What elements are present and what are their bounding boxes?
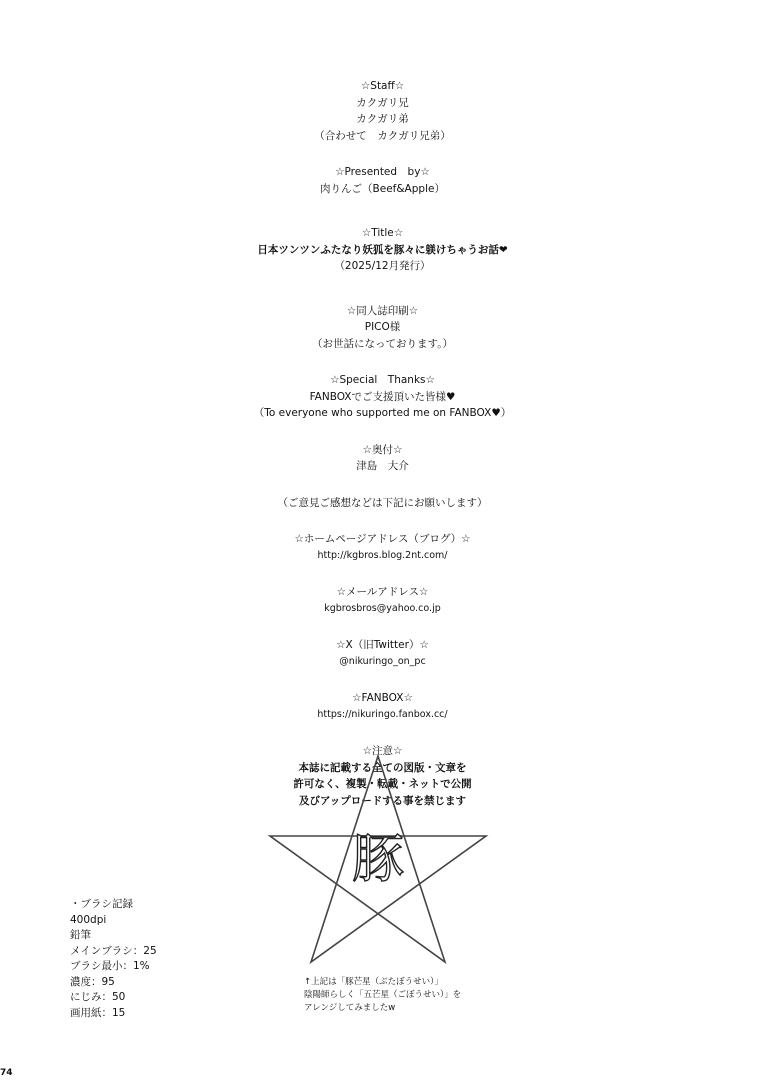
email-address: kgbrosbros@yahoo.co.jp <box>324 602 441 614</box>
brush-title: ・ブラシ記録 <box>70 898 133 910</box>
x-block <box>0 637 765 670</box>
presented-heading: ☆Presented by☆ <box>335 166 430 178</box>
notice-heading: ☆注意☆ <box>362 745 403 757</box>
notice-line: 本誌に記載する全ての図版・文章を <box>298 761 467 774</box>
fanbox-url: https://nikuringo.fanbox.cc/ <box>317 708 448 720</box>
notice-line: 許可なく、複製・転載・ネットで公開 <box>293 778 472 790</box>
brush-line: にじみ：50 <box>70 991 126 1003</box>
feedback-text: （ご意見ご感想などは下記にお願いします） <box>277 496 488 509</box>
presented-block <box>0 164 765 197</box>
homepage-heading: ☆ホームページアドレス（ブログ）☆ <box>294 533 471 545</box>
notice-line: 及びアップロードする事を禁じます <box>299 794 466 807</box>
staff-line: カクガリ弟 <box>356 113 409 125</box>
homepage-url: http://kgbros.blog.2nt.com/ <box>317 549 448 561</box>
brush-line: ブラシ最小：1% <box>70 960 150 972</box>
homepage-block <box>0 531 765 564</box>
book-title: 日本ツンツンふたなり妖狐を豚々に躾けちゃうお話❤ <box>257 243 508 256</box>
circle-name: 肉りんご（Beef&Apple） <box>320 182 445 195</box>
publish-date: （2025/12月発行） <box>334 260 431 272</box>
emblem-note <box>304 976 461 1015</box>
title-heading: ☆Title☆ <box>361 227 404 239</box>
staff-line: （合わせて カクガリ兄弟） <box>314 129 451 142</box>
printing-block <box>0 303 765 353</box>
colophon-heading: ☆奥付☆ <box>362 443 403 456</box>
thanks-block <box>0 372 765 422</box>
note-line: 陰陽師らしく「五芒星（ごぼうせい）」を <box>304 990 462 1000</box>
fanbox-heading: ☆FANBOX☆ <box>352 692 413 704</box>
x-heading: ☆X（旧Twitter）☆ <box>336 639 429 651</box>
note-line: ↑上記は「豚芒星（ぶたぼうせい）」 <box>304 977 443 987</box>
emblem-character: 豚 <box>351 830 404 890</box>
brush-line: 400dpi <box>70 913 107 926</box>
title-block <box>0 225 765 275</box>
email-heading: ☆メールアドレス☆ <box>336 586 429 598</box>
credits-section <box>0 78 765 829</box>
feedback-block <box>0 495 765 512</box>
x-handle: @nikuringo_on_pc <box>339 655 426 667</box>
printing-heading: ☆同人誌印刷☆ <box>346 304 419 317</box>
thanks-line: （To everyone who supported me on FANBOX♥） <box>253 407 512 419</box>
brush-line: 画用紙：15 <box>70 1006 126 1019</box>
colophon-block <box>0 442 765 475</box>
email-block <box>0 584 765 617</box>
note-line: アレンジしてみましたw <box>304 1003 396 1013</box>
brush-line: 鉛筆 <box>70 929 91 941</box>
thanks-heading: ☆Special Thanks☆ <box>330 374 435 386</box>
printer-note: （お世話になっております。） <box>312 337 453 350</box>
author-name: 津島 大介 <box>356 460 409 472</box>
staff-block <box>0 78 765 144</box>
brush-record <box>70 897 157 1021</box>
brush-line: 濃度：95 <box>70 975 115 988</box>
fanbox-block <box>0 690 765 723</box>
staff-line: カクガリ兄 <box>356 96 409 109</box>
printer-name: PICO様 <box>364 321 401 333</box>
thanks-line: FANBOXでご支援頂いた皆様♥ <box>309 390 456 403</box>
page-number: 74 <box>0 1068 13 1078</box>
staff-heading: ☆Staff☆ <box>360 80 405 92</box>
brush-line: メインブラシ：25 <box>70 944 157 957</box>
pentagram-icon <box>262 752 494 974</box>
